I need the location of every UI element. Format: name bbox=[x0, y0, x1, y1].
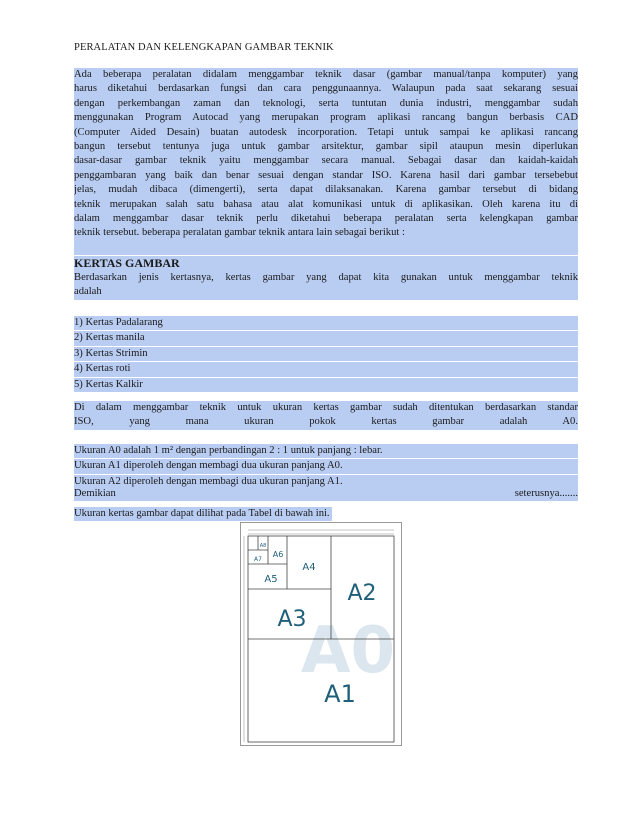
a-size-item: Ukuran A1 diperoleh dengan membagi dua ukuran panjang A0. bbox=[74, 459, 578, 474]
table-ref-row bbox=[74, 503, 578, 521]
label-a7: A7 bbox=[254, 556, 262, 563]
paper-type-item: 2) Kertas manila bbox=[74, 331, 578, 346]
intro-lines-line: teknik tersebut. beberapa peralatan gambar teknik antara lain sebagai berikut : bbox=[74, 227, 405, 239]
paper-type-item: 1) Kertas Padalarang bbox=[74, 316, 578, 331]
demikian-left: Demikian bbox=[74, 488, 116, 499]
section-lines-line: adalah bbox=[74, 286, 102, 298]
section-heading: KERTAS GAMBAR bbox=[74, 256, 180, 270]
a-sizes-list bbox=[74, 444, 578, 490]
paper-types-list bbox=[74, 316, 578, 393]
demikian-right: seterusnya....... bbox=[514, 488, 578, 499]
table-reference: Ukuran kertas gambar dapat dilihat pada Tabel di bawah ini. bbox=[74, 507, 332, 521]
a0-watermark: A0 bbox=[300, 614, 396, 688]
size-paragraph bbox=[74, 401, 578, 430]
section-intro-text bbox=[74, 271, 578, 300]
label-a1: A1 bbox=[324, 680, 356, 708]
label-a2: A2 bbox=[347, 581, 377, 606]
label-a4: A4 bbox=[302, 562, 316, 573]
paper-type-item: 4) Kertas roti bbox=[74, 362, 578, 377]
section-lines-line: Berdasarkan jenis kertasnya, kertas gambar yang dapat kita gunakan untuk menggambar teknik bbox=[74, 272, 578, 283]
label-a8: A8 bbox=[259, 543, 267, 549]
size-lines-line: Di dalam menggambar teknik untuk ukuran kertas gambar sudah ditentukan berdasarkan standar bbox=[74, 402, 578, 413]
page-title: PERALATAN DAN KELENGKAPAN GAMBAR TEKNIK bbox=[74, 42, 334, 53]
intro-lines-line: menggunakan Program Autocad yang merupakan program aplikasi rancang bangun berbasis CAD bbox=[74, 112, 578, 124]
demikian-row bbox=[74, 487, 578, 501]
paper-type-item: 5) Kertas Kalkir bbox=[74, 378, 578, 393]
label-a5: A5 bbox=[264, 574, 278, 585]
intro-lines-line: teknik merupakan salah satu bahasa atau alat komunikasi untuk di aplikasikan. Oleh karena itu di bbox=[74, 198, 578, 210]
intro-paragraph bbox=[74, 68, 578, 241]
paper-size-diagram bbox=[240, 522, 402, 746]
intro-lines-line: dalam menggambar dasar teknik perlu diketahui beberapa peralatan serta kelengkapan gambar bbox=[74, 212, 578, 224]
paper-size-figure bbox=[240, 522, 402, 746]
a-size-item: Ukuran A0 adalah 1 m² dengan perbandingan 2 : 1 untuk panjang : lebar. bbox=[74, 444, 578, 459]
intro-lines-line: bangun tersebut tentunya juga untuk gambar arsitektur, gambar sipil ataupun mesin diperlukan bbox=[74, 140, 578, 152]
intro-lines-line: penggambaran yang baik dan benar sesuai dengan standar ISO. Karena hasil dari gambar tersebebut bbox=[74, 169, 578, 181]
size-lines-line: ISO, yang mana ukuran pokok kertas gambar adalah A0. bbox=[74, 416, 578, 428]
intro-lines-line: Ada beberapa peralatan didalam menggambar teknik dasar (gambar manual/tanpa komputer) yang bbox=[74, 69, 578, 80]
intro-lines-line: jelas, mudah dibaca (dimengerti), serta dapat dilaksanakan. Karena gambar tersebut di bidang bbox=[74, 184, 578, 196]
a-size-item: Ukuran A2 diperoleh dengan membagi dua ukuran panjang A1. bbox=[74, 475, 578, 490]
paper-type-item: 3) Kertas Strimin bbox=[74, 347, 578, 362]
label-a6: A6 bbox=[272, 550, 284, 559]
intro-lines-line: (Computer Aided Desain) buatan autodesk incorporation. Tetapi untuk sampai ke aplikasi rancang bbox=[74, 126, 578, 138]
section-kertas-gambar bbox=[74, 256, 578, 300]
blank-highlight-line bbox=[74, 241, 578, 255]
intro-lines-line: dasar-dasar gambar teknik yaitu menggambar secara manual. Sebagai dasar dan kaidah-kaidah bbox=[74, 155, 578, 167]
intro-lines-line: dengan perkembangan zaman dan teknologi, serta tuntutan dunia industri, menggambar sudah bbox=[74, 97, 578, 109]
intro-lines-line: harus diketahui berdasarkan fungsi dan cara penggunaannya. Walaupun pada saat sekarang sesuai bbox=[74, 83, 578, 95]
label-a3: A3 bbox=[277, 607, 307, 632]
